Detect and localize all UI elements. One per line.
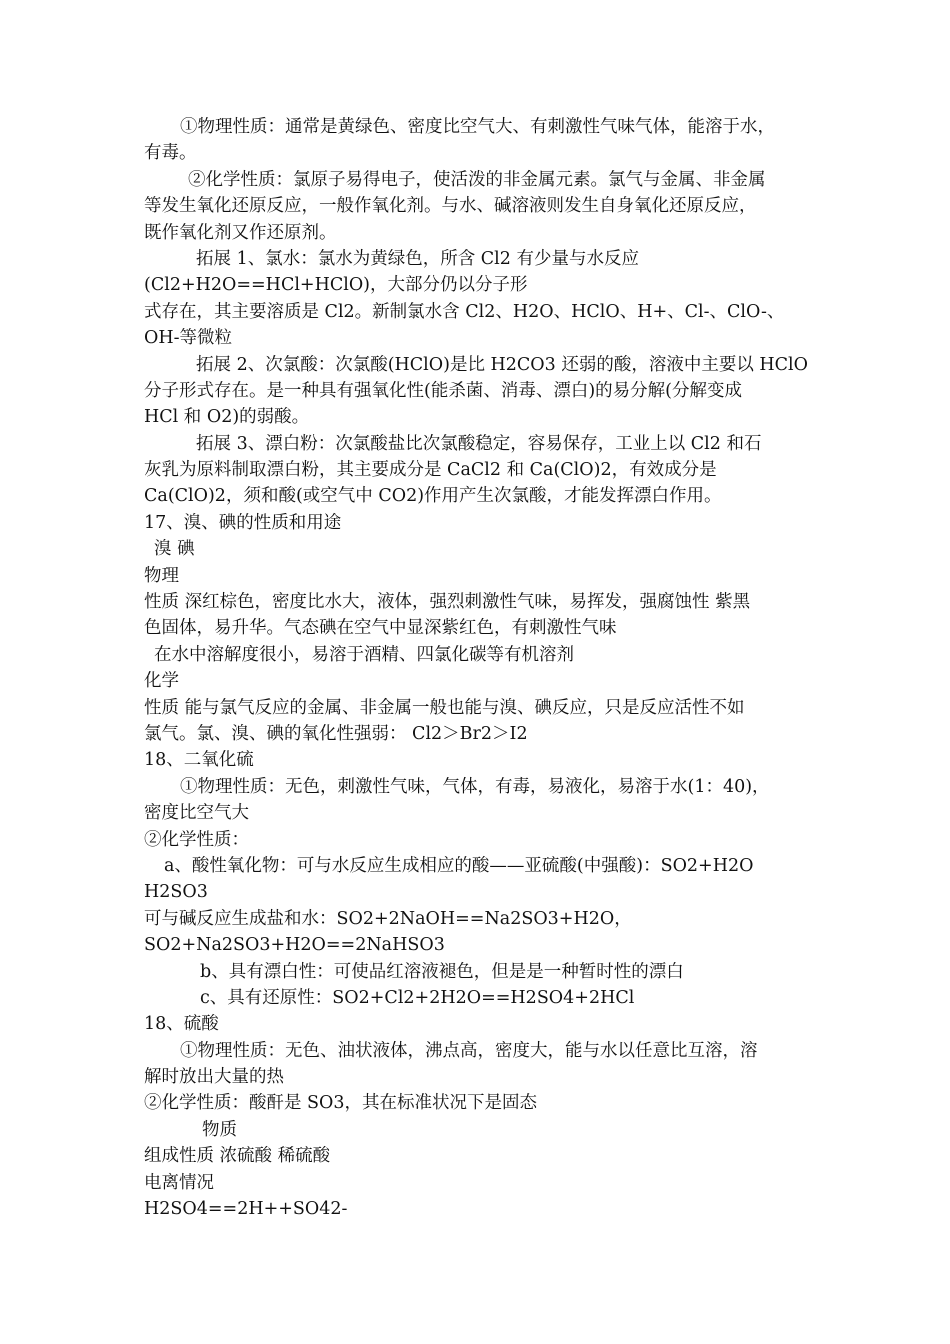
text-line: H2SO3 (144, 882, 208, 903)
text-line: 有毒。 (144, 143, 197, 164)
text-line: ②化学性质：酸酐是 SO3，其在标准状况下是固态 (144, 1093, 538, 1114)
table-header: 溴 碘 (154, 539, 195, 560)
text-line: 性质 能与氯气反应的金属、非金属一般也能与溴、碘反应，只是反应活性不如 (144, 697, 745, 718)
text-line: b、具有漂白性：可使品红溶液褪色，但是是一种暂时性的漂白 (200, 961, 684, 982)
table-header: 组成性质 浓硫酸 稀硫酸 (144, 1146, 331, 1167)
document-body (144, 114, 812, 1222)
text-line: ①物理性质：无色，刺激性气味，气体，有毒，易液化，易溶于水(1：40)， (180, 776, 770, 797)
text-line: a、酸性氧化物：可与水反应生成相应的酸——亚硫酸(中强酸)：SO2+H2O (164, 855, 754, 876)
table-label: 电离情况 (144, 1172, 214, 1193)
text-line: 性质 深红棕色，密度比水大，液体，强烈刺激性气味，易挥发，强腐蚀性 紫黑 (144, 592, 751, 613)
text-line: 解时放出大量的热 (144, 1067, 284, 1088)
text-line: Ca(ClO)2，须和酸(或空气中 CO2)作用产生次氯酸，才能发挥漂白作用。 (144, 486, 722, 507)
text-line: 灰乳为原料制取漂白粉，其主要成分是 CaCl2 和 Ca(ClO)2，有效成分是 (144, 460, 717, 481)
section-heading: 18、二氧化硫 (144, 750, 254, 771)
text-line: 色固体，易升华。气态碘在空气中显深紫红色，有刺激性气味 (144, 618, 617, 639)
text-line: 密度比空气大 (144, 803, 249, 824)
section-heading: 18、硫酸 (144, 1014, 219, 1035)
text-line: (Cl2+H2O==HCl+HClO)，大部分仍以分子形 (144, 275, 528, 296)
text-line: 拓展 2、次氯酸：次氯酸(HClO)是比 H2CO3 还弱的酸，溶液中主要以 HClO (196, 354, 808, 375)
text-line: 在水中溶解度很小，易溶于酒精、四氯化碳等有机溶剂 (154, 644, 574, 665)
table-label: 化学 (144, 671, 179, 692)
text-line: OH-等微粒 (144, 328, 233, 349)
formula-line: H2SO4==2H++SO42- (144, 1199, 348, 1220)
text-line: ②化学性质： (144, 829, 249, 850)
text-line: ②化学性质：氯原子易得电子，使活泼的非金属元素。氯气与金属、非金属 (188, 169, 766, 190)
text-line: 可与碱反应生成盐和水：SO2+2NaOH==Na2SO3+H2O， (144, 908, 632, 929)
text-line: 拓展 3、漂白粉：次氯酸盐比次氯酸稳定，容易保存，工业上以 Cl2 和石 (196, 433, 762, 454)
text-line: c、具有还原性：SO2+Cl2+2H2O==H2SO4+2HCl (200, 987, 635, 1008)
text-line: 式存在，其主要溶质是 Cl2。新制氯水含 Cl2、H2O、HClO、H+、Cl-、ClO-、 (144, 301, 785, 322)
text-line: ①物理性质：无色、油状液体，沸点高，密度大，能与水以任意比互溶，溶 (180, 1040, 758, 1061)
text-line: ①物理性质：通常是黄绿色、密度比空气大、有刺激性气味气体，能溶于水， (180, 117, 775, 137)
text-line: 等发生氧化还原反应，一般作氧化剂。与水、碱溶液则发生自身氧化还原反应， (144, 196, 757, 217)
text-line: 分子形式存在。是一种具有强氧化性(能杀菌、消毒、漂白)的易分解(分解变成 (144, 380, 742, 401)
text-line: 氯气。氯、溴、碘的氧化性强弱： Cl2＞Br2＞I2 (144, 723, 528, 744)
text-line: SO2+Na2SO3+H2O==2NaHSO3 (144, 935, 445, 956)
text-line: 既作氧化剂又作还原剂。 (144, 222, 337, 243)
section-heading: 17、溴、碘的性质和用途 (144, 512, 342, 533)
table-label: 物质 (202, 1119, 237, 1140)
table-label: 物理 (144, 565, 179, 586)
text-line: HCl 和 O2)的弱酸。 (144, 407, 310, 428)
text-line: 拓展 1、氯水：氯水为黄绿色，所含 Cl2 有少量与水反应 (196, 248, 639, 269)
